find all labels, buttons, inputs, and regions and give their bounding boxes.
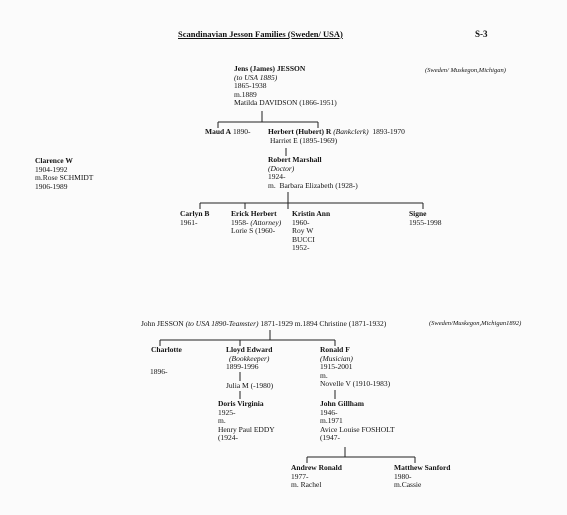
- person-robert: [268, 156, 358, 190]
- person-dates: 1980-: [394, 471, 412, 481]
- person-dates: 1958-: [231, 217, 249, 227]
- person-dates: 1955-1998: [409, 217, 442, 227]
- person-john-gillham: [320, 400, 395, 443]
- person-andrew: [291, 464, 342, 490]
- person-dates: 1904-1992: [35, 164, 68, 174]
- person-carlyn: [180, 210, 209, 227]
- page-title: Scandinavian Jesson Families (Sweden/ USA): [178, 29, 343, 39]
- person-spouse: m.Rose SCHMIDT: [35, 173, 94, 183]
- person-dates: 1925-: [218, 407, 236, 417]
- person-name: Jens (James) JESSON: [234, 64, 306, 73]
- person-spouse: Roy W: [292, 226, 314, 236]
- person-name: Robert Marshall: [268, 155, 322, 164]
- person-spouse-dates: 1906-1989: [35, 181, 68, 191]
- person-name: John JESSON: [141, 319, 184, 328]
- person-matthew: [394, 464, 450, 490]
- person-lloyd: [226, 346, 272, 372]
- person-name: Herbert (Hubert) R: [268, 127, 332, 136]
- person-lloyd-spouse: Julia M (-1980): [226, 381, 274, 390]
- person-charlotte: [151, 346, 182, 355]
- person-name: Andrew Ronald: [291, 463, 342, 472]
- person-spouse: Avice Louise FOSHOLT: [320, 424, 395, 434]
- person-spouse: Henry Paul EDDY: [218, 424, 275, 434]
- person-marriage: m.: [218, 416, 226, 426]
- person-maud: [205, 128, 250, 137]
- person-doris: [218, 400, 275, 443]
- person-note: (to USA 1890-Teamster): [185, 319, 259, 328]
- person-jens-jesson: [234, 65, 337, 108]
- person-occupation: (Attorney): [250, 217, 282, 227]
- person-name: Charlotte: [151, 345, 182, 354]
- person-spouse-dates: (1924-: [218, 433, 238, 443]
- person-spouse: Matilda DAVIDSON (1866-1951): [234, 98, 337, 108]
- person-signe: [409, 210, 442, 227]
- person-john-jesson: [141, 320, 386, 329]
- person-marriage: m.: [320, 370, 328, 380]
- person-herbert: [268, 128, 405, 145]
- person-note: (to USA 1885): [234, 72, 278, 82]
- person-spouse-surname: BUCCI: [292, 234, 315, 244]
- tree2-location: (Sweden/Muskegon,Michigan1892): [429, 320, 522, 327]
- person-occupation: (Doctor): [268, 163, 295, 173]
- person-marriage: m.: [268, 180, 276, 190]
- person-marriage: m.1971: [320, 416, 343, 426]
- person-name: Erick Herbert: [231, 209, 277, 218]
- person-charlotte-dates: 1896-: [150, 367, 168, 376]
- person-spouse: m. Rachel: [291, 480, 322, 490]
- person-dates: 1977-: [291, 471, 309, 481]
- person-dates: 1924-: [268, 172, 286, 182]
- person-spouse: Barbara Elizabeth (1928-): [279, 180, 358, 190]
- page-code: S-3: [475, 29, 488, 39]
- person-name: John Gillham: [320, 399, 364, 408]
- person-spouse-dates: (1947-: [320, 433, 340, 443]
- person-name: Carlyn B: [180, 209, 210, 218]
- person-spouse-dates: 1952-: [292, 243, 310, 253]
- person-name: Matthew Sanford: [394, 463, 451, 472]
- person-dates: 1946-: [320, 407, 338, 417]
- person-occupation: (Musician): [320, 353, 353, 363]
- person-spouse: Novelle V (1910-1983): [320, 379, 391, 389]
- person-name: Signe: [409, 209, 427, 218]
- person-dates: 1960-: [292, 217, 310, 227]
- person-name: Maud A: [205, 127, 232, 136]
- person-occupation: (Bookkeeper): [229, 353, 270, 363]
- person-name: Kristin Ann: [292, 209, 331, 218]
- person-erick: [231, 210, 281, 236]
- person-dates: 1890-: [232, 127, 251, 136]
- person-name: Clarence W: [35, 156, 73, 165]
- person-clarence: [35, 157, 93, 191]
- person-spouse: m.Cassie: [394, 480, 422, 490]
- person-name: Doris Virginia: [218, 399, 264, 408]
- person-spouse: Lorie S (1960-: [231, 226, 276, 236]
- person-spouse: Harriet E (1895-1969): [270, 135, 338, 145]
- person-kristin: [292, 210, 330, 253]
- person-dates: 1893-1970: [372, 127, 405, 136]
- person-dates: 1961-: [180, 217, 198, 227]
- tree1-location: (Sweden/ Muskegon,Michigan): [425, 67, 506, 74]
- person-dates: 1915-2001: [320, 362, 353, 372]
- person-dates: 1865-1938: [234, 81, 267, 91]
- person-ronald: [320, 346, 390, 389]
- person-marriage: m.1889: [234, 89, 257, 99]
- person-details: 1871-1929 m.1894 Christine (1871-1932): [260, 319, 387, 328]
- person-name: Lloyd Edward: [226, 345, 273, 354]
- person-occupation: (Bankclerk): [333, 127, 369, 136]
- person-name: Ronald F: [320, 345, 350, 354]
- person-dates: 1899-1996: [226, 362, 259, 372]
